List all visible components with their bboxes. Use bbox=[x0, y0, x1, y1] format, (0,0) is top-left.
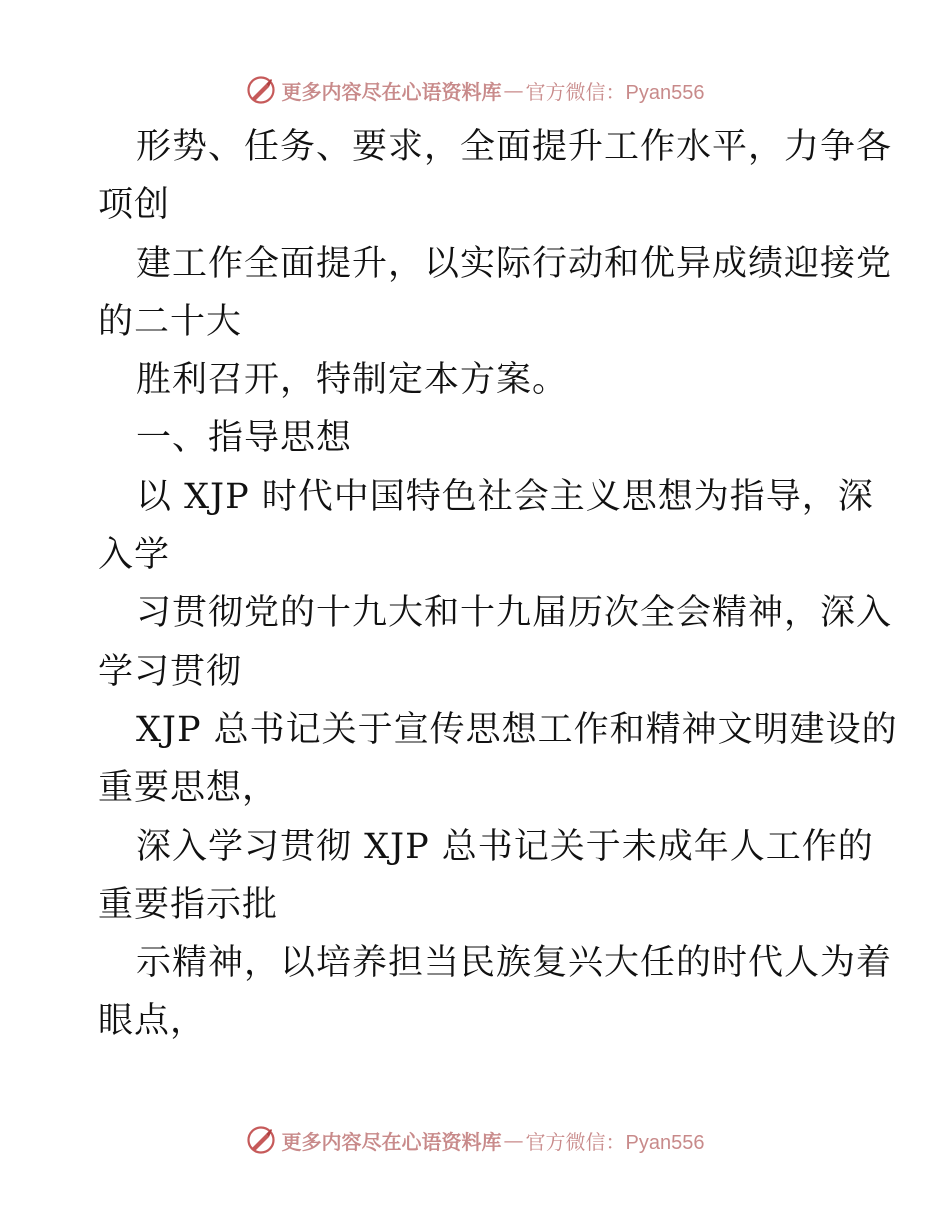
body-line: 眼点， bbox=[98, 1001, 207, 1042]
footer-banner-text: 更多内容尽在心语资料库 bbox=[281, 1129, 502, 1154]
body-line: 胜利召开，特制定本方案。 bbox=[136, 360, 569, 401]
footer-banner-wechat: 官方微信：Pyan556 bbox=[525, 1131, 705, 1154]
body-line: 深入学习贯彻 XJP 总书记关于未成年人工作的 bbox=[136, 826, 874, 867]
body-line: XJP 总书记关于宣传思想工作和精神文明建设的 bbox=[136, 709, 898, 750]
quill-pen-icon bbox=[246, 1125, 276, 1155]
document-body bbox=[98, 118, 898, 1051]
body-line: 形势、任务、要求，全面提升工作水平，力争各 bbox=[136, 127, 893, 167]
body-line: 建工作全面提升，以实际行动和优异成绩迎接党 bbox=[136, 243, 893, 284]
footer-watermark-banner bbox=[0, 1120, 950, 1160]
header-banner-text: 更多内容尽在心语资料库 bbox=[281, 79, 502, 104]
body-line: 习贯彻党的十九大和十九届历次全会精神，深入 bbox=[136, 593, 893, 634]
body-line: 的二十大 bbox=[98, 301, 243, 342]
body-line: 重要指示批 bbox=[98, 884, 279, 925]
footer-banner-dash: — bbox=[503, 1128, 524, 1152]
body-line: 入学 bbox=[98, 535, 171, 576]
body-line: 项创 bbox=[98, 185, 171, 226]
quill-pen-icon bbox=[246, 75, 276, 105]
body-line: 学习贯彻 bbox=[98, 651, 243, 692]
body-line: 重要思想， bbox=[98, 768, 279, 809]
header-banner-wechat: 官方微信：Pyan556 bbox=[525, 81, 705, 104]
section-heading: 一、指导思想 bbox=[136, 418, 353, 459]
body-line: 以 XJP 时代中国特色社会主义思想为指导，深 bbox=[136, 476, 874, 517]
header-banner-dash: — bbox=[503, 78, 524, 102]
body-line: 示精神，以培养担当民族复兴大任的时代人为着 bbox=[136, 943, 893, 984]
header-watermark-banner bbox=[0, 70, 950, 110]
